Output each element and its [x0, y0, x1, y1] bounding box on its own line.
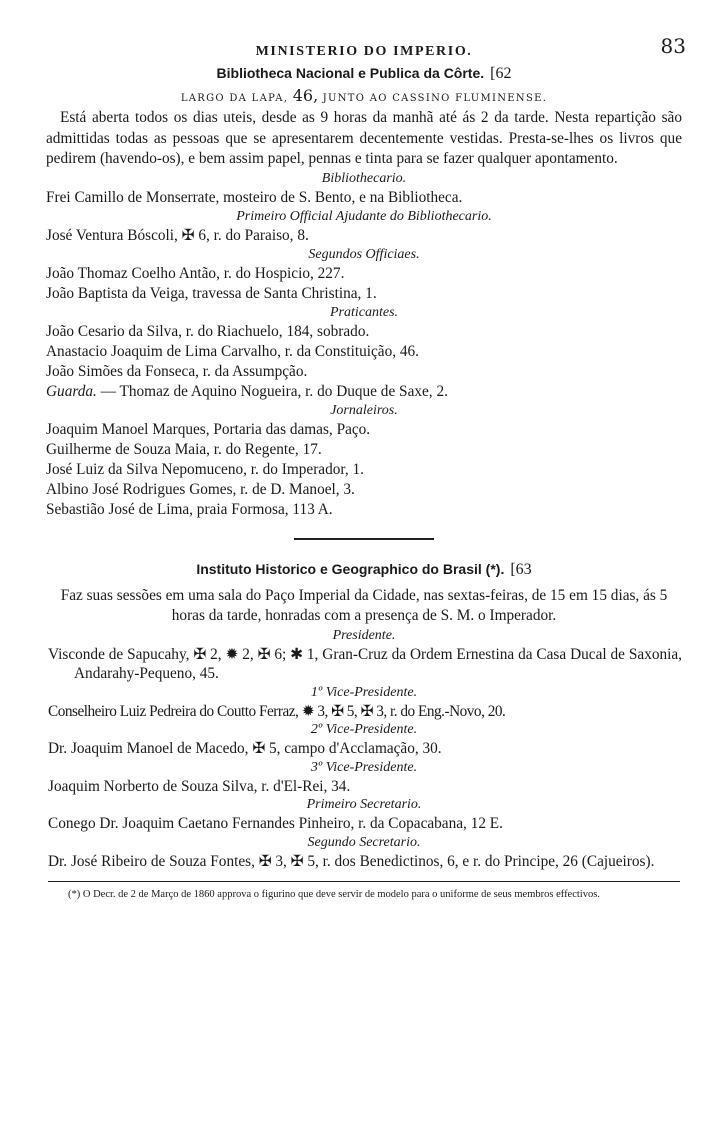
- running-head: [46, 34, 686, 62]
- role-heading-president: Presidente.: [332, 627, 396, 643]
- section-title-bibliotheca: [46, 62, 682, 84]
- entry-second-official: João Thomaz Coelho Antão, r. do Hospicio, 227.: [46, 264, 345, 282]
- role-heading-vice-president-1: 1º Vice-Presidente.: [310, 684, 418, 700]
- role-heading-vice-president-3: 3º Vice-Presidente.: [310, 759, 418, 775]
- entry-guard: [46, 382, 682, 402]
- spacer: [46, 540, 682, 558]
- address-street: LARGO DA LAPA,: [180, 93, 289, 104]
- entry-vice-president-2: Dr. Joaquim Manoel de Macedo, ✠ 5, campo d'Acclamação, 30.: [48, 740, 442, 757]
- section-address: [46, 84, 682, 108]
- entry-jornaleiro: José Luiz da Silva Nepomuceno, r. do Imperador, 1.: [46, 460, 364, 478]
- role-heading-librarian: Bibliothecario.: [321, 170, 407, 186]
- role-heading-jornaleiros: Jornaleiros.: [330, 402, 398, 418]
- role-heading-first-official: Primeiro Official Ajudante do Bibliothecario.: [236, 208, 492, 224]
- page-number: 83: [660, 34, 686, 58]
- footnote-rule: [48, 881, 680, 882]
- entry-jornaleiro: Joaquim Manoel Marques, Portaria das damas, Paço.: [46, 420, 371, 438]
- entry-vice-president-1: Conselheiro Luiz Pedreira do Coutto Ferraz, ✹ 3, ✠ 5, ✠ 3, r. do Eng.-Novo, 20.: [48, 702, 506, 720]
- section-title-instituto: [46, 558, 682, 580]
- role-heading-second-secretary: Segundo Secretario.: [307, 834, 421, 850]
- entry-praticante: Anastacio Joaquim de Lima Carvalho, r. da Constituição, 46.: [46, 342, 419, 360]
- address-location: JUNTO AO CASSINO FLUMINENSE.: [322, 93, 548, 104]
- address-number: 46,: [292, 86, 319, 105]
- role-heading-vice-president-2: 2º Vice-Presidente.: [310, 722, 418, 737]
- role-heading-second-officials: Segundos Officiaes.: [308, 246, 420, 262]
- spacer: [46, 871, 682, 881]
- footnote: (*) O Decr. de 2 de Março de 1860 approva o figurino que deve servir de modelo para o uniforme de seus membros effectivos.: [68, 889, 600, 900]
- spacer: [46, 520, 682, 538]
- entry-second-official: João Baptista da Veiga, travessa de Santa Christina, 1.: [46, 284, 377, 302]
- entry-praticante: João Cesario da Silva, r. do Riachuelo, 184, sobrado.: [46, 322, 370, 340]
- section-title-text: Bibliotheca Nacional e Publica da Côrte.: [216, 65, 485, 81]
- entry-jornaleiro: Albino José Rodrigues Gomes, r. de D. Manoel, 3.: [46, 480, 355, 498]
- entry-librarian: Frei Camillo de Monserrate, mosteiro de S. Bento, e na Bibliotheca.: [46, 188, 463, 206]
- entry-president: Visconde de Sapucahy, ✠ 2, ✹ 2, ✠ 6; ✱ 1, Gran-Cruz da Ordem Ernestina da Casa Ducal de Saxonia, Andarahy-Pequeno, 45.: [48, 645, 682, 682]
- entry-vice-president-3: Joaquim Norberto de Souza Silva, r. d'El-Rei, 34.: [48, 777, 351, 795]
- section-title-text: Instituto Historico e Geographico do Brasil (*).: [196, 560, 505, 577]
- role-heading-praticantes: Praticantes.: [329, 304, 399, 320]
- running-title: MINISTERIO DO IMPERIO.: [255, 44, 473, 59]
- entry-second-secretary: Dr. José Ribeiro de Souza Fontes, ✠ 3, ✠ 5, r. dos Benedictinos, 6, e r. do Principe, 26 (Cajueiros).: [48, 852, 655, 870]
- section-intro-paragraph: Faz suas sessões em uma sala do Paço Imperial da Cidade, nas sextas-feiras, de 15 em 15 dias, ás 5 horas da tarde, honradas com a presença de S. M. o Imperador.: [60, 586, 668, 624]
- section-intro-paragraph: Está aberta todos os dias uteis, desde as 9 horas da manhã até ás 2 da tarde. Nesta repartição são admittidas todas as pessoas que se apresentarem decentemente vestidas. Presta-se-lhes os livros que pedirem (havendo-os), e bem assim papel, pennas e tinta para se fazer qualquer apontamento.: [46, 109, 682, 167]
- section-number: [62: [490, 65, 512, 82]
- section-number: [63: [510, 560, 532, 578]
- document-page: [46, 34, 686, 902]
- entry-jornaleiro: Sebastião José de Lima, praia Formosa, 113 A.: [46, 500, 333, 518]
- entry-jornaleiro: Guilherme de Souza Maia, r. do Regente, 17.: [46, 440, 322, 458]
- guard-label: Guarda.: [46, 382, 97, 400]
- entry-first-secretary: Conego Dr. Joaquim Caetano Fernandes Pinheiro, r. da Copacabana, 12 E.: [48, 815, 503, 832]
- guard-text: — Thomaz de Aquino Nogueira, r. do Duque de Saxe, 2.: [100, 382, 448, 400]
- entry-first-official: José Ventura Bóscoli, ✠ 6, r. do Paraiso, 8.: [46, 226, 309, 244]
- entry-praticante: João Simões da Fonseca, r. da Assumpção.: [46, 362, 308, 380]
- role-heading-first-secretary: Primeiro Secretario.: [306, 797, 422, 812]
